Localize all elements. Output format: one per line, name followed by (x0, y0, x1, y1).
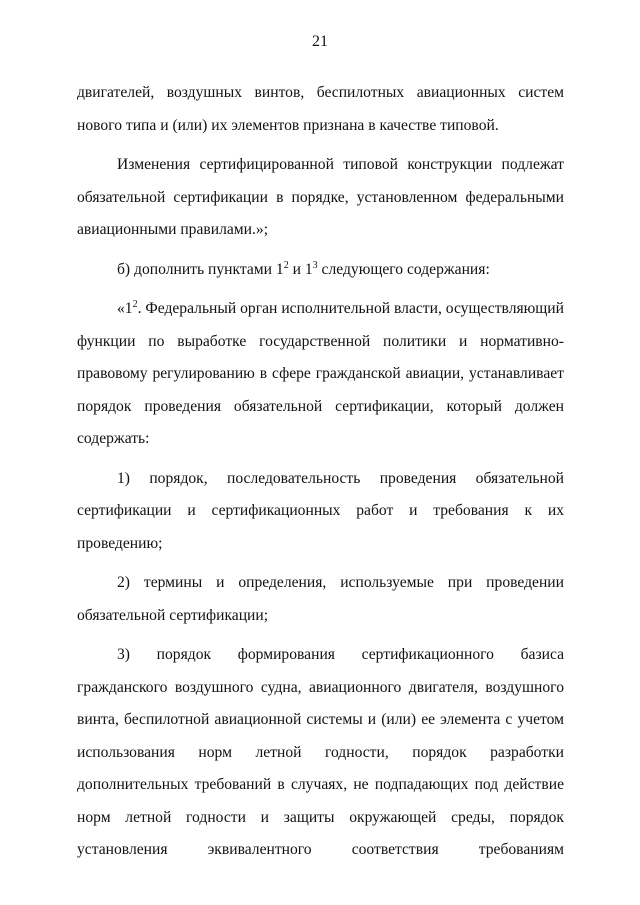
list-item-3: 3) порядок формирования сертификационного базиса гражданского воздушного судна, авиационного двигателя, воздушного винта, беспилотной авиационной системы и (или) ее элемента с учетом использования норм летной годности, порядок разработки дополнительных требований в случаях, не подпадающих под действие норм летной годности и защиты окружающей среды, порядок установления эквивалентного соответствия требованиям (77, 646, 564, 858)
clause-1-2-prefix: «1 (117, 300, 133, 317)
paragraph-clause-1-2 (77, 293, 564, 456)
amendment-b-text-1: б) дополнить пунктами 1 (117, 260, 284, 278)
paragraph-continuation: двигателей, воздушных винтов, беспилотных авиационных систем нового типа и (или) их элементов признана в качестве типовой. (77, 84, 564, 134)
list-item-2: 2) термины и определения, используемые при проведении обязательной сертификации; (77, 574, 564, 624)
amendment-b-text-3: следующего содержания: (317, 260, 490, 278)
page-number: 21 (312, 33, 328, 50)
amendment-b-sup-1: 2 (283, 259, 289, 271)
amendment-b-sup-2: 3 (312, 259, 318, 271)
document-body (77, 77, 564, 867)
clause-1-2-text: . Федеральный орган исполнительной власти, осуществляющий функции по выработке государственной политики и нормативно-правовому регулированию в сфере гражданской авиации, устанавливает порядок проведения обязательной сертификации, который должен содержать: (77, 300, 564, 447)
paragraph-certification-changes: Изменения сертифицированной типовой конструкции подлежат обязательной сертификации в порядке, установленном федеральными авиационными правилами.»; (77, 156, 564, 238)
paragraph-amendment-b (77, 254, 564, 287)
list-item-1: 1) порядок, последовательность проведения обязательной сертификации и сертификационных работ и требования к их проведению; (77, 469, 564, 552)
clause-1-2-sup: 2 (132, 299, 138, 310)
amendment-b-text-2: и 1 (288, 260, 313, 278)
